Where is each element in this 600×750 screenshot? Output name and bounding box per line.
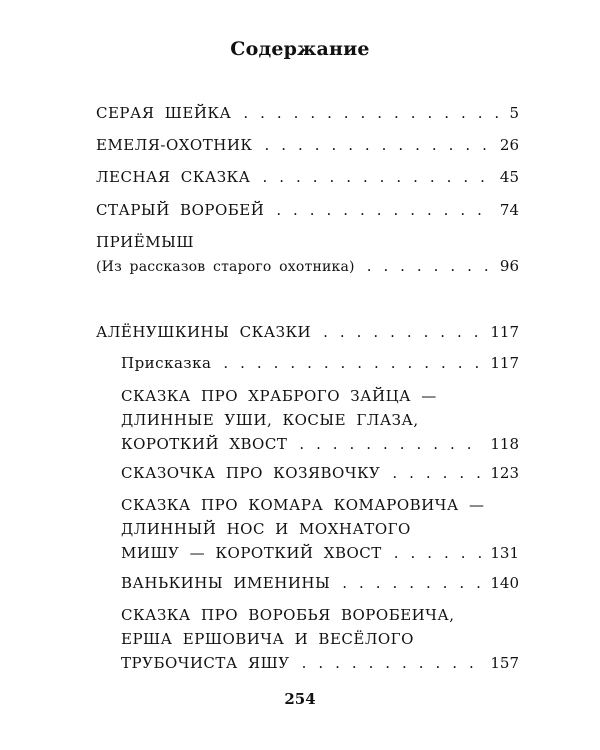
toc-entry <box>96 165 519 189</box>
toc-entry-subtitle: (Из рассказов старого охотника) <box>96 259 355 275</box>
toc-page-number: 140 <box>490 574 519 592</box>
page-title: Содержание <box>230 38 370 60</box>
dot-leader <box>243 101 503 125</box>
toc-entry <box>96 133 519 157</box>
dot-leader <box>323 320 484 344</box>
toc-page-number: 96 <box>499 257 519 275</box>
toc-entry-title: ДЛИННЫЙ НОС И МОХНАТОГО <box>121 520 411 538</box>
toc-entry-line <box>96 101 519 125</box>
toc-entry-title: ЕРША ЕРШОВИЧА И ВЕСЁЛОГО <box>121 630 414 648</box>
dot-leader <box>265 133 494 157</box>
toc-entry-title: СКАЗКА ПРО КОМАРА КОМАРОВИЧА — <box>121 496 485 514</box>
toc-entry <box>121 351 519 375</box>
toc-entry-title: Присказка <box>121 354 212 372</box>
toc-entry-title: ЛЕСНАЯ СКАЗКА <box>96 168 251 186</box>
toc-entry-line <box>96 133 519 157</box>
dot-leader <box>367 254 494 278</box>
toc-page-number: 5 <box>509 104 519 122</box>
toc-entry-line <box>96 254 519 279</box>
toc-entry-line <box>96 320 519 344</box>
toc-entry-line <box>121 432 519 456</box>
dot-leader <box>223 351 484 375</box>
dot-leader <box>299 432 484 456</box>
toc-entry-line <box>121 571 519 595</box>
dot-leader <box>394 541 485 565</box>
dot-leader <box>392 461 484 485</box>
toc-entry-line <box>96 198 519 222</box>
toc-entry-line <box>96 165 519 189</box>
dot-leader <box>263 165 494 189</box>
toc-entry-title: ПРИЁМЫШ <box>96 233 194 251</box>
dot-leader <box>302 651 485 675</box>
toc-entry <box>96 230 519 279</box>
toc-entry-title: СКАЗОЧКА ПРО КОЗЯВОЧКУ <box>121 464 381 482</box>
toc-entry <box>121 461 519 485</box>
toc-entry <box>96 198 519 222</box>
toc-page-number: 157 <box>490 654 519 672</box>
toc-entry-title: СКАЗКА ПРО ВОРОБЬЯ ВОРОБЕИЧА, <box>121 606 455 624</box>
toc-entry-title: СТАРЫЙ ВОРОБЕЙ <box>96 201 265 219</box>
dot-leader <box>276 198 494 222</box>
toc-entry <box>121 603 519 675</box>
toc-entry-title: ВАНЬКИНЫ ИМЕНИНЫ <box>121 574 331 592</box>
toc-entry <box>96 320 519 344</box>
toc-entry <box>96 101 519 125</box>
toc-entry-title: ЕМЕЛЯ-ОХОТНИК <box>96 136 253 154</box>
toc-entry-title: СЕРАЯ ШЕЙКА <box>96 104 232 122</box>
toc-page-number: 117 <box>490 323 519 341</box>
toc-entry-title: АЛЁНУШКИНЫ СКАЗКИ <box>96 323 312 341</box>
toc-page-number: 74 <box>499 201 519 219</box>
toc-page-number: 131 <box>490 544 519 562</box>
toc-entry-line <box>121 651 519 675</box>
toc-entry-line <box>121 351 519 375</box>
toc-entry-title: СКАЗКА ПРО ХРАБРОГО ЗАЙЦА — <box>121 387 437 405</box>
toc-entry <box>121 493 519 565</box>
toc-page-number: 123 <box>490 464 519 482</box>
toc-page-number: 118 <box>490 435 519 453</box>
toc-entry-title: ДЛИННЫЕ УШИ, КОСЫЕ ГЛАЗА, <box>121 411 419 429</box>
toc-page-number: 45 <box>499 168 519 186</box>
toc-entry-title: МИШУ — КОРОТКИЙ ХВОСТ <box>121 544 382 562</box>
toc-entry-title: КОРОТКИЙ ХВОСТ <box>121 435 288 453</box>
toc-entry-line <box>121 461 519 485</box>
toc-entry <box>121 571 519 595</box>
toc-entry-line <box>121 541 519 565</box>
toc-entry-title: ТРУБОЧИСТА ЯШУ <box>121 654 290 672</box>
page-number: 254 <box>284 690 316 708</box>
toc-entry <box>121 384 519 456</box>
dot-leader <box>342 571 484 595</box>
toc-page-number: 26 <box>499 136 519 154</box>
toc-page-number: 117 <box>490 354 519 372</box>
